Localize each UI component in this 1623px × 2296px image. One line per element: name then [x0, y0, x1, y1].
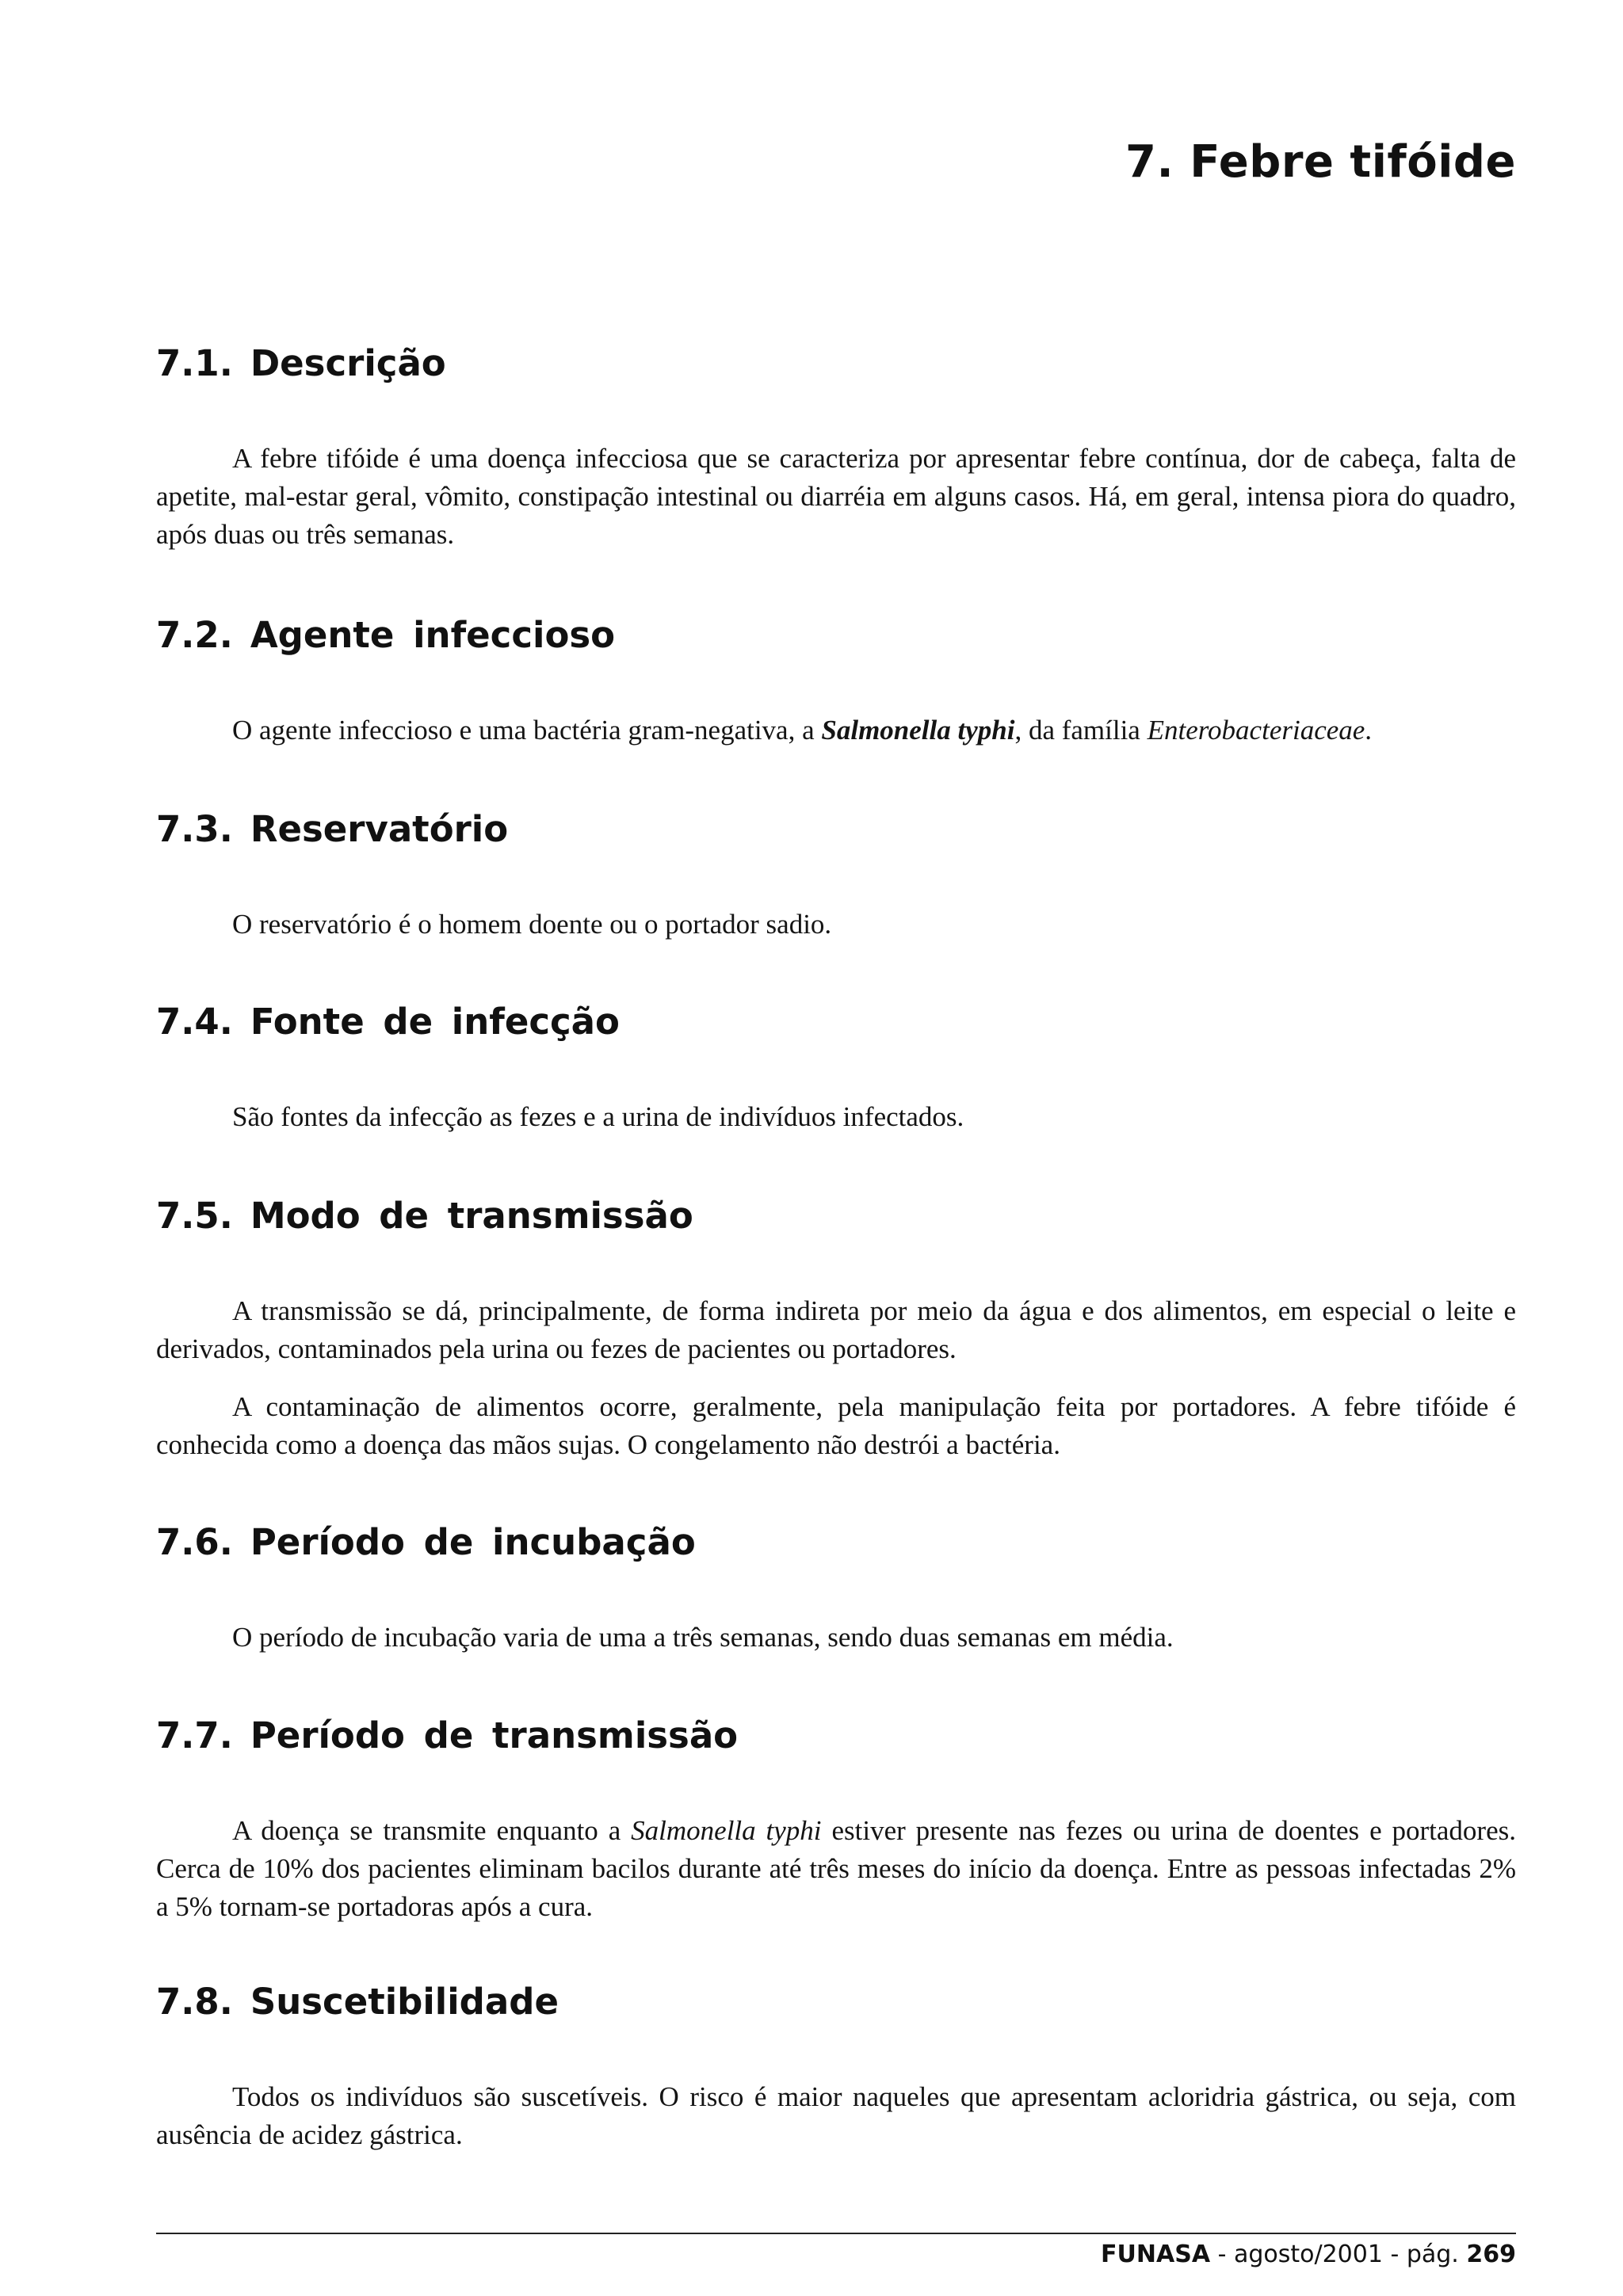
section-paragraph: A transmissão se dá, principalmente, de forma indireta por meio da água e dos alimentos, em especial o leite e derivados, contaminados pela urina ou fezes de pacientes ou portadores. [156, 1295, 1516, 1364]
section-title: Descrição [250, 342, 446, 384]
footer-divider [156, 2233, 1516, 2234]
section-title: Fonte de infecção [250, 1001, 620, 1043]
section-paragraph [156, 1812, 1516, 1926]
footer-page-number: 269 [1466, 2241, 1516, 2268]
section-modo-de-transmissao [156, 1195, 1516, 1464]
section-fonte-de-infeccao [156, 1001, 1516, 1136]
section-heading [156, 1001, 1516, 1043]
species-name: Salmonella typhi [821, 715, 1015, 746]
section-heading [156, 614, 1516, 656]
section-paragraph: Todos os indivíduos são suscetíveis. O risco é maior naqueles que apresentam acloridria gástrica, ou seja, com ausência de acidez gástrica. [156, 2081, 1516, 2150]
section-title: Período de transmissão [250, 1714, 739, 1756]
section-number: 7.3. [156, 808, 233, 850]
section-number: 7.6. [156, 1521, 233, 1563]
footer-org: FUNASA [1101, 2241, 1211, 2268]
section-descricao [156, 342, 1516, 554]
section-number: 7.7. [156, 1714, 233, 1756]
paragraph-text: A doença se transmite enquanto a [232, 1815, 632, 1846]
section-periodo-de-incubacao [156, 1521, 1516, 1657]
section-heading [156, 1521, 1516, 1563]
section-number: 7.2. [156, 614, 233, 656]
section-title: Reservatório [250, 808, 509, 850]
section-heading [156, 1195, 1516, 1237]
section-agente-infeccioso [156, 614, 1516, 749]
section-number: 7.1. [156, 342, 233, 384]
paragraph-text: estiver presente nas fezes ou urina de doentes e portadores. Cerca de 10% dos pacientes eliminam bacilos durante até três meses do início da doença. Entre as pessoas infectadas 2% a 5% tornam-se portadoras após a cura. [156, 1815, 1516, 1922]
chapter-title: 7. Febre tifóide [1125, 136, 1516, 188]
section-paragraph [156, 711, 1516, 749]
species-name: Salmonella typhi [631, 1815, 822, 1846]
paragraph-text: , da família [1014, 715, 1148, 746]
section-heading [156, 1981, 1516, 2023]
section-heading [156, 342, 1516, 384]
section-title: Suscetibilidade [250, 1981, 559, 2023]
section-paragraph: O período de incubação varia de uma a três semanas, sendo duas semanas em média. [232, 1622, 1174, 1653]
section-reservatorio [156, 808, 1516, 944]
section-number: 7.5. [156, 1195, 233, 1237]
section-paragraph: O reservatório é o homem doente ou o portador sadio. [232, 909, 832, 940]
section-paragraph: São fontes da infecção as fezes e a urina de indivíduos infectados. [232, 1101, 964, 1132]
paragraph-text: O agente infeccioso e uma bactéria gram-negativa, a [232, 715, 822, 746]
section-number: 7.8. [156, 1981, 233, 2023]
page-footer [1101, 2241, 1516, 2268]
section-paragraph: A febre tifóide é uma doença infecciosa que se caracteriza por apresentar febre contínua, dor de cabeça, falta de apetite, mal-estar geral, vômito, constipação intestinal ou diarréia em alguns casos. Há, em geral, intensa piora do quadro, após duas ou três semanas. [156, 443, 1516, 550]
family-name: Enterobacteriaceae [1147, 715, 1365, 746]
section-paragraph: A contaminação de alimentos ocorre, geralmente, pela manipulação feita por portadores. A febre tifóide é conhecida como a doença das mãos sujas. O congelamento não destrói a bactéria. [156, 1391, 1516, 1460]
section-number: 7.4. [156, 1001, 233, 1043]
section-title: Modo de transmissão [250, 1195, 693, 1237]
section-title: Período de incubação [250, 1521, 696, 1563]
footer-date: - agosto/2001 - pág. [1210, 2241, 1467, 2268]
section-title: Agente infeccioso [250, 614, 616, 656]
section-heading [156, 808, 1516, 850]
section-periodo-de-transmissao [156, 1714, 1516, 1926]
section-suscetibilidade [156, 1981, 1516, 2154]
section-heading [156, 1714, 1516, 1756]
paragraph-text: . [1365, 715, 1373, 746]
